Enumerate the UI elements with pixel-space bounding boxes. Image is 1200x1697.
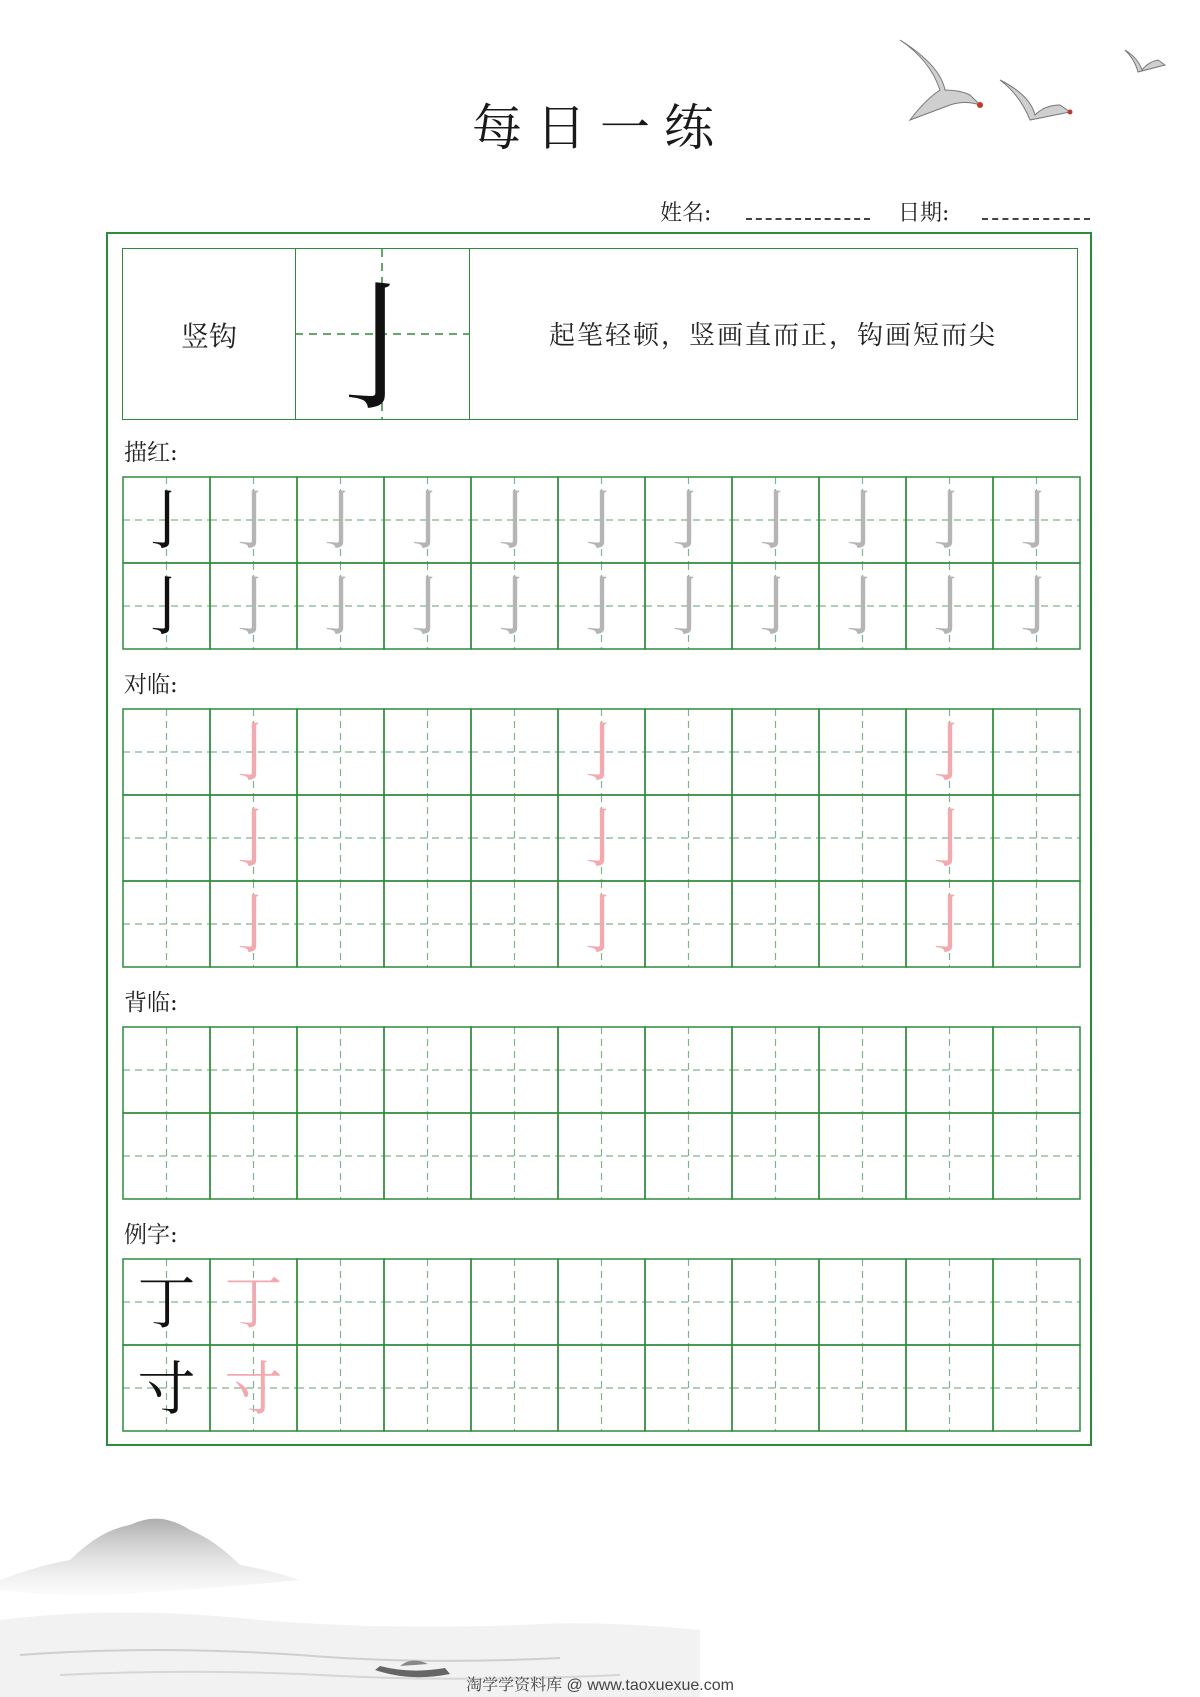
trace-char: 亅 <box>917 485 982 560</box>
grid-cell[interactable] <box>906 1027 993 1113</box>
example-char: 寸 <box>137 1354 196 1423</box>
grid-cell[interactable] <box>906 1113 993 1199</box>
trace-label: 描红: <box>124 440 178 466</box>
grid-cell[interactable] <box>471 1345 558 1431</box>
date-field[interactable] <box>982 218 1090 220</box>
trace-char: 亅 <box>830 485 895 560</box>
grid-cell[interactable] <box>819 477 906 563</box>
grid-cell[interactable] <box>210 1259 297 1345</box>
grid-cell[interactable] <box>993 795 1080 881</box>
guide-char: 亅 <box>569 717 634 792</box>
grid-cell[interactable] <box>384 1345 471 1431</box>
grid-cell[interactable] <box>384 1259 471 1345</box>
date-label: 日期: <box>898 201 950 226</box>
grid-cell[interactable] <box>297 477 384 563</box>
trace-char: 亅 <box>1004 571 1069 646</box>
trace-char: 亅 <box>569 571 634 646</box>
name-label: 姓名: <box>660 201 712 226</box>
grid-cell[interactable] <box>297 881 384 967</box>
grid-cell[interactable] <box>123 1345 210 1431</box>
trace-char: 亅 <box>482 485 547 560</box>
recall-label: 背临: <box>124 990 178 1016</box>
grid-cell[interactable] <box>645 881 732 967</box>
grid-cell[interactable] <box>384 477 471 563</box>
grid-cell[interactable] <box>993 477 1080 563</box>
grid-cell[interactable] <box>558 1259 645 1345</box>
page-title: 每日一练 <box>472 99 728 157</box>
grid-cell[interactable] <box>993 1113 1080 1199</box>
grid-cell[interactable] <box>297 563 384 649</box>
trace-char: 亅 <box>308 485 373 560</box>
grid-cell[interactable] <box>819 1259 906 1345</box>
grid-cell[interactable] <box>645 1345 732 1431</box>
grid-cell[interactable] <box>123 563 210 649</box>
grid-cell[interactable] <box>906 477 993 563</box>
stroke-model-cell <box>295 249 469 419</box>
grid-cell[interactable] <box>210 881 297 967</box>
recall-grid[interactable] <box>122 1026 1081 1200</box>
grid-cell[interactable] <box>558 1113 645 1199</box>
grid-cell[interactable] <box>297 709 384 795</box>
grid-cell[interactable] <box>732 881 819 967</box>
grid-cell[interactable] <box>906 1259 993 1345</box>
examples-label: 例字: <box>124 1222 178 1248</box>
grid-cell[interactable] <box>123 1259 210 1345</box>
grid-cell[interactable] <box>993 1259 1080 1345</box>
landscape-decoration <box>0 1470 700 1697</box>
grid-cell[interactable] <box>645 709 732 795</box>
guide-char: 亅 <box>917 803 982 878</box>
trace-char: 亅 <box>569 485 634 560</box>
stroke-header <box>122 248 1078 420</box>
trace-char: 亅 <box>743 485 808 560</box>
grid-cell[interactable] <box>906 563 993 649</box>
trace-char: 亅 <box>1004 485 1069 560</box>
grid-cell[interactable] <box>645 1027 732 1113</box>
grid-cell[interactable] <box>732 1345 819 1431</box>
grid-cell[interactable] <box>123 1027 210 1113</box>
grid-cell[interactable] <box>645 1113 732 1199</box>
grid-cell[interactable] <box>384 795 471 881</box>
grid-cell[interactable] <box>210 1345 297 1431</box>
grid-cell[interactable] <box>819 881 906 967</box>
grid-cell[interactable] <box>123 881 210 967</box>
name-field[interactable] <box>746 218 870 220</box>
grid-cell[interactable] <box>645 1259 732 1345</box>
guide-char: 亅 <box>221 717 286 792</box>
grid-cell[interactable] <box>558 881 645 967</box>
grid-cell[interactable] <box>210 1113 297 1199</box>
grid-cell[interactable] <box>558 1345 645 1431</box>
stroke-model-char: 亅 <box>308 268 450 419</box>
grid-cell[interactable] <box>123 1113 210 1199</box>
trace-char: 亅 <box>221 485 286 560</box>
grid-cell[interactable] <box>210 477 297 563</box>
grid-cell[interactable] <box>471 795 558 881</box>
grid-cell[interactable] <box>210 1027 297 1113</box>
grid-cell[interactable] <box>732 1113 819 1199</box>
grid-cell[interactable] <box>993 1027 1080 1113</box>
grid-cell[interactable] <box>558 709 645 795</box>
footer-watermark: 淘学学资料库 @ www.taoxuexue.com <box>466 1677 734 1694</box>
trace-char: 亅 <box>743 571 808 646</box>
trace-char: 亅 <box>656 571 721 646</box>
grid-cell[interactable] <box>384 709 471 795</box>
grid-cell[interactable] <box>471 881 558 967</box>
grid-cell[interactable] <box>732 1259 819 1345</box>
grid-cell[interactable] <box>297 795 384 881</box>
grid-cell[interactable] <box>558 563 645 649</box>
grid-cell[interactable] <box>819 1345 906 1431</box>
grid-cell[interactable] <box>471 563 558 649</box>
grid-cell[interactable] <box>297 1113 384 1199</box>
grid-cell[interactable] <box>123 709 210 795</box>
grid-cell[interactable] <box>906 881 993 967</box>
trace-char: 亅 <box>395 485 460 560</box>
grid-cell[interactable] <box>558 1027 645 1113</box>
grid-cell[interactable] <box>819 1027 906 1113</box>
grid-cell[interactable] <box>819 709 906 795</box>
grid-cell[interactable] <box>210 709 297 795</box>
grid-cell[interactable] <box>819 563 906 649</box>
grid-cell[interactable] <box>384 1113 471 1199</box>
grid-cell[interactable] <box>384 563 471 649</box>
grid-cell[interactable] <box>906 709 993 795</box>
grid-cell[interactable] <box>471 709 558 795</box>
trace-char: 亅 <box>830 571 895 646</box>
guide-char: 亅 <box>569 803 634 878</box>
grid-cell[interactable] <box>993 1345 1080 1431</box>
grid-cell[interactable] <box>558 795 645 881</box>
guide-char: 亅 <box>917 889 982 964</box>
model-char: 亅 <box>134 571 199 646</box>
model-char: 亅 <box>134 485 199 560</box>
grid-cell[interactable] <box>906 795 993 881</box>
grid-cell[interactable] <box>558 477 645 563</box>
example-char: 丁 <box>137 1268 196 1337</box>
grid-cell[interactable] <box>732 477 819 563</box>
guide-char: 亅 <box>221 803 286 878</box>
grid-cell[interactable] <box>297 1027 384 1113</box>
grid-cell[interactable] <box>384 1027 471 1113</box>
grid-cell[interactable] <box>993 563 1080 649</box>
grid-cell[interactable] <box>297 1259 384 1345</box>
grid-cell[interactable] <box>732 709 819 795</box>
grid-cell[interactable] <box>471 1027 558 1113</box>
grid-cell[interactable] <box>471 477 558 563</box>
grid-cell[interactable] <box>645 563 732 649</box>
example-trace-char: 寸 <box>224 1354 283 1423</box>
trace-char: 亅 <box>482 571 547 646</box>
grid-cell[interactable] <box>123 795 210 881</box>
grid-cell[interactable] <box>210 563 297 649</box>
stroke-tip: 起笔轻顿，竖画直而正，钩画短而尖 <box>548 321 997 351</box>
grid-cell[interactable] <box>732 795 819 881</box>
stroke-name: 竖钩 <box>180 320 237 353</box>
grid-cell[interactable] <box>123 477 210 563</box>
grid-cell[interactable] <box>645 477 732 563</box>
trace-char: 亅 <box>656 485 721 560</box>
copy-grid[interactable] <box>122 708 1081 968</box>
trace-char: 亅 <box>395 571 460 646</box>
grid-cell[interactable] <box>732 1027 819 1113</box>
grid-cell[interactable] <box>732 563 819 649</box>
trace-char: 亅 <box>917 571 982 646</box>
grid-cell[interactable] <box>819 1113 906 1199</box>
guide-char: 亅 <box>221 889 286 964</box>
trace-grid[interactable] <box>122 476 1081 650</box>
grid-cell[interactable] <box>471 1113 558 1199</box>
grid-cell[interactable] <box>384 881 471 967</box>
grid-cell[interactable] <box>819 795 906 881</box>
examples-grid[interactable] <box>122 1258 1081 1432</box>
grid-cell[interactable] <box>297 1345 384 1431</box>
grid-cell[interactable] <box>210 795 297 881</box>
grid-cell[interactable] <box>471 1259 558 1345</box>
example-trace-char: 丁 <box>224 1268 283 1337</box>
grid-cell[interactable] <box>993 881 1080 967</box>
trace-char: 亅 <box>221 571 286 646</box>
copy-label: 对临: <box>124 672 178 698</box>
guide-char: 亅 <box>569 889 634 964</box>
guide-char: 亅 <box>917 717 982 792</box>
grid-cell[interactable] <box>906 1345 993 1431</box>
trace-char: 亅 <box>308 571 373 646</box>
grid-cell[interactable] <box>993 709 1080 795</box>
grid-cell[interactable] <box>645 795 732 881</box>
